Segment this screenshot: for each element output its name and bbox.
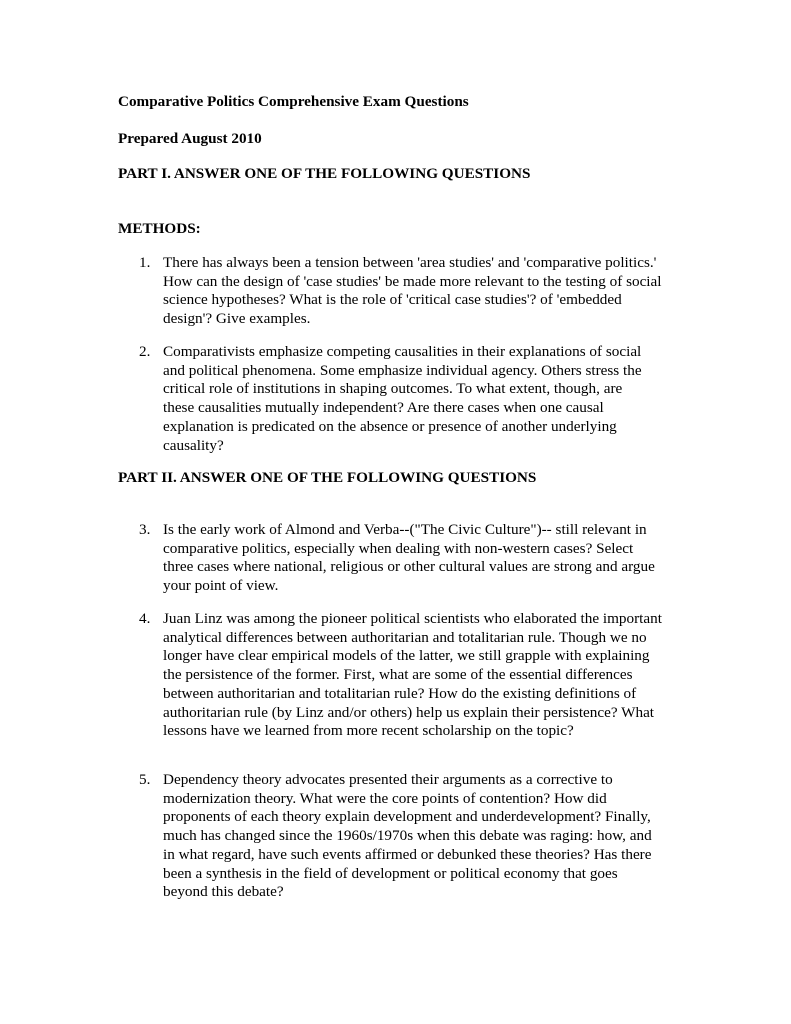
question-line: design'? Give examples.	[163, 310, 311, 328]
question-line: Dependency theory advocates presented their arguments as a corrective to	[163, 771, 613, 788]
question-text	[163, 610, 678, 741]
question-line: science hypotheses? What is the role of 'critical case studies'? of 'embedded	[163, 291, 622, 309]
question-line: the persistence of the former. First, what are some of the essential differences	[163, 666, 633, 684]
question-line: comparative politics, especially when dealing with non-western cases? Select	[163, 539, 634, 557]
question-line: your point of view.	[163, 577, 279, 595]
question-line: lessons have we learned from more recent scholarship on the topic?	[163, 722, 574, 740]
question-line: authoritarian rule (by Linz and/or others) help us explain their persistence? What	[163, 703, 655, 721]
question-line: Comparativists emphasize competing causalities in their explanations of social	[163, 343, 642, 360]
question-line: Juan Linz was among the pioneer political scientists who elaborated the important	[163, 610, 662, 627]
question-line: proponents of each theory explain development and underdevelopment? Finally,	[163, 808, 651, 826]
question-text	[163, 521, 678, 596]
question-number: 5.	[139, 771, 151, 788]
question-line: analytical differences between authoritarian and totalitarian rule. Though we no	[163, 628, 647, 646]
question-line: modernization theory. What were the core points of contention? How did	[163, 789, 607, 807]
part1-heading: PART I. ANSWER ONE OF THE FOLLOWING QUESTIONS	[118, 165, 531, 182]
question-1	[118, 254, 678, 329]
question-number: 3.	[139, 521, 151, 538]
question-line: in what regard, have such events affirmed or debunked these theories? Has there	[163, 845, 652, 863]
prepared-date: Prepared August 2010	[118, 130, 262, 147]
question-4	[118, 610, 678, 741]
question-line: between authoritarian and totalitarian rule? How do the existing definitions of	[163, 684, 637, 702]
question-number: 4.	[139, 610, 151, 627]
question-line: longer have clear empirical models of the latter, we still grapple with explaining	[163, 647, 650, 665]
question-3	[118, 521, 678, 596]
methods-heading: METHODS:	[118, 220, 201, 237]
question-5	[118, 771, 678, 902]
document-title: Comparative Politics Comprehensive Exam Questions	[118, 93, 469, 110]
question-line: explanation is predicated on the absence or presence of another underlying	[163, 417, 617, 435]
question-text	[163, 254, 678, 329]
question-line: How can the design of 'case studies' be made more relevant to the testing of social	[163, 272, 662, 290]
question-2	[118, 343, 678, 455]
question-line: these causalities mutually independent? Are there cases when one causal	[163, 399, 604, 417]
question-line: and political phenomena. Some emphasize individual agency. Others stress the	[163, 361, 642, 379]
question-number: 1.	[139, 254, 151, 271]
question-number: 2.	[139, 343, 151, 360]
question-line: Is the early work of Almond and Verba--("The Civic Culture")-- still relevant in	[163, 521, 647, 538]
question-line: much has changed since the 1960s/1970s when this debate was raging: how, and	[163, 827, 652, 845]
question-line: three cases where national, religious or other cultural values are strong and argue	[163, 558, 655, 576]
question-line: critical role of institutions in shaping outcomes. To what extent, though, are	[163, 380, 623, 398]
question-line: There has always been a tension between 'area studies' and 'comparative politics.'	[163, 254, 657, 271]
question-text	[163, 343, 678, 455]
question-line: beyond this debate?	[163, 883, 284, 901]
part2-heading: PART II. ANSWER ONE OF THE FOLLOWING QUESTIONS	[118, 469, 537, 486]
question-line: been a synthesis in the field of development or political economy that goes	[163, 864, 618, 882]
question-text	[163, 771, 678, 902]
question-line: causality?	[163, 436, 224, 454]
